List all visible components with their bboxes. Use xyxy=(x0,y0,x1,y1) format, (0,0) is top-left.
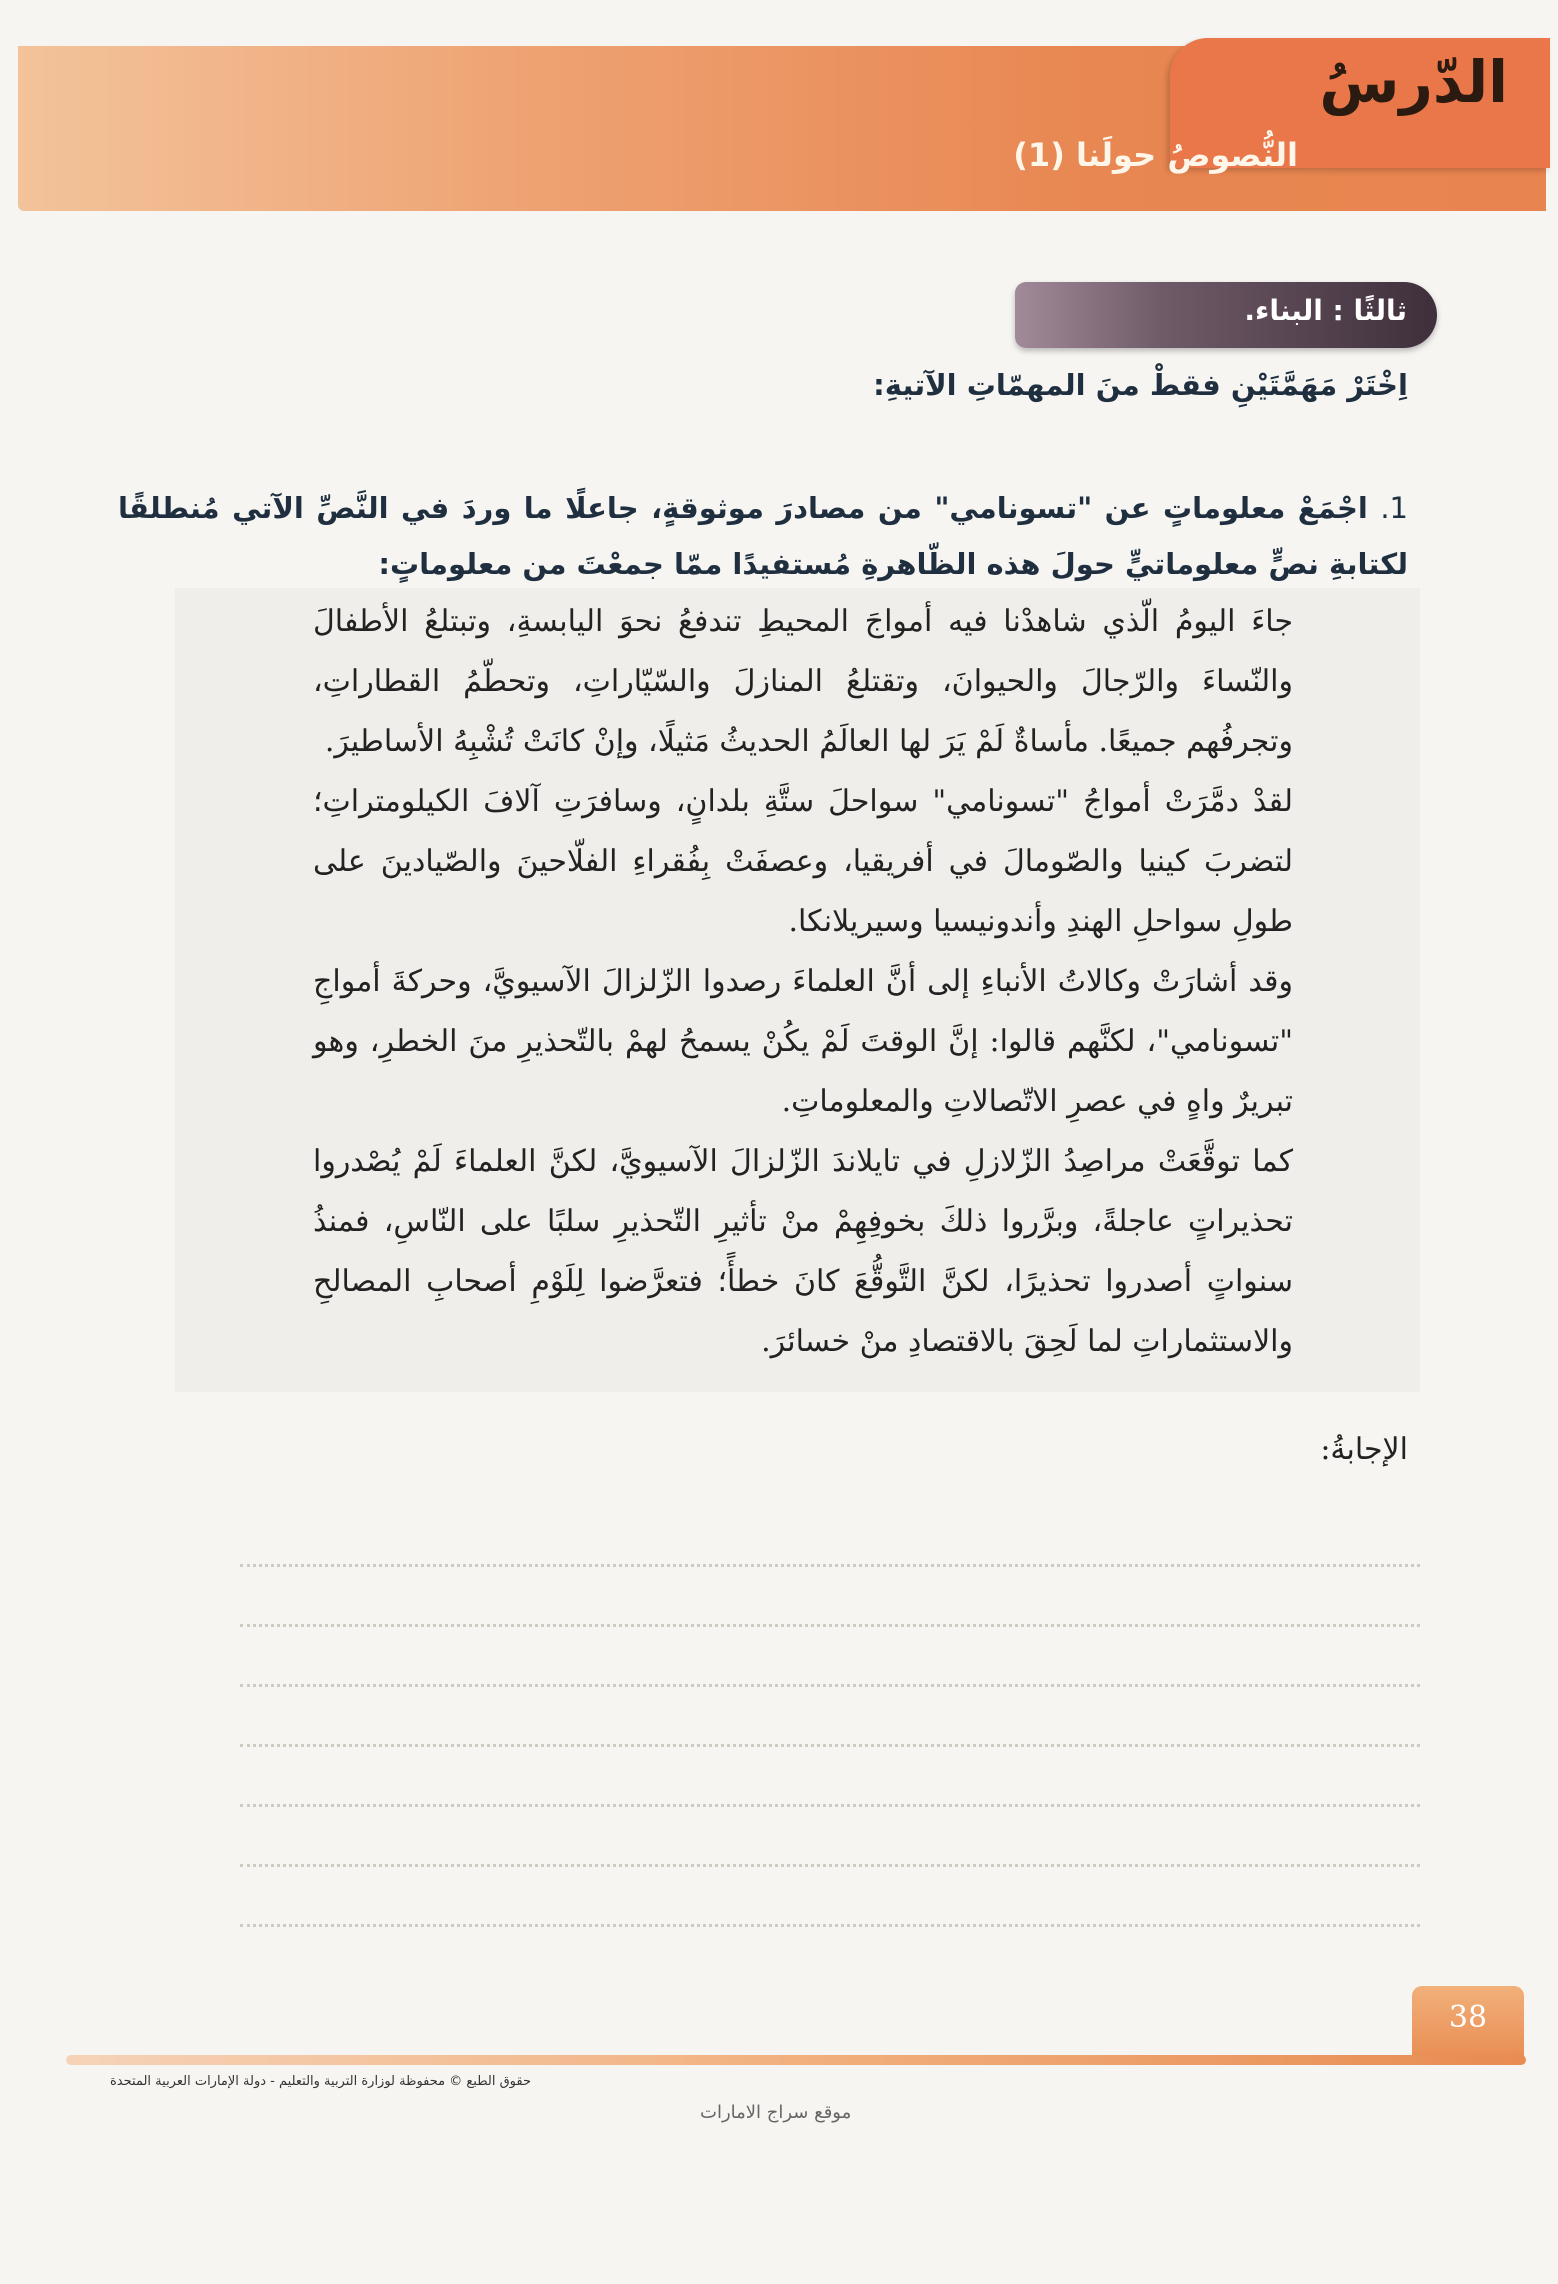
task-text: اجْمَعْ معلوماتٍ عن "تسونامي" من مصادرَ موثوقةٍ، جاعلًا ما وردَ في النَّصِّ الآتي مُنطلقًا لكتابةِ نصٍّ معلوماتيٍّ حولَ هذه الظّاهرةِ مُستفيدًا ممّا جمعْتَ من معلوماتٍ: xyxy=(118,491,1408,581)
task-number: 1. xyxy=(1380,491,1408,525)
lesson-subtitle: النُّصوصُ حولَنا (1) xyxy=(1013,136,1298,174)
answer-line[interactable] xyxy=(240,1804,1420,1807)
answer-line[interactable] xyxy=(240,1684,1420,1687)
site-watermark: موقع سراج الامارات xyxy=(700,2102,852,2123)
task-1 xyxy=(118,480,1408,592)
section-label: ثالثًا : البناء. xyxy=(1244,294,1407,327)
answer-label: الإجابةُ: xyxy=(1320,1432,1408,1467)
lesson-title: الدّرسُ xyxy=(1319,48,1508,116)
page-number: 38 xyxy=(1448,2000,1488,2035)
answer-line[interactable] xyxy=(240,1744,1420,1747)
passage xyxy=(313,592,1293,1372)
answer-lines[interactable] xyxy=(240,1564,1420,2284)
footer-rule xyxy=(66,2055,1526,2065)
answer-line[interactable] xyxy=(240,1924,1420,1927)
answer-line[interactable] xyxy=(240,1864,1420,1867)
copyright-notice: حقوق الطبع © محفوظة لوزارة التربية والتعليم - دولة الإمارات العربية المتحدة xyxy=(110,2074,532,2089)
page-number-tab xyxy=(1412,1986,1524,2062)
answer-line[interactable] xyxy=(240,1624,1420,1627)
passage-paragraph-1: جاءَ اليومُ الّذي شاهدْنا فيه أمواجَ المحيطِ تندفعُ نحوَ اليابسةِ، وتبتلعُ الأطفالَ والنّساءَ والرّجالَ والحيوانَ، وتقتلعُ المنازلَ والسّيّاراتِ، وتحطّمُ القطاراتِ، وتجرفُهم جميعًا. مأساةٌ لَمْ يَرَ لها العالَمُ الحديثُ مَثيلًا، وإنْ كانَتْ تُشْبِهُ الأساطيرَ. xyxy=(313,604,1293,759)
passage-paragraph-2: لقدْ دمَّرَتْ أمواجُ "تسونامي" سواحلَ ستَّةِ بلدانٍ، وسافرَتِ آلافَ الكيلومتراتِ؛ لتضربَ كينيا والصّومالَ في أفريقيا، وعصفَتْ بِفُقراءِ الفلّاحينَ والصّيادينَ على طولِ سواحلِ الهندِ وأندونيسيا وسيريلانكا. xyxy=(313,784,1293,939)
section-pill xyxy=(1015,282,1437,348)
passage-paragraph-3: وقد أشارَتْ وكالاتُ الأنباءِ إلى أنَّ العلماءَ رصدوا الزّلزالَ الآسيويَّ، وحركةَ أمواجِ "تسونامي"، لكنَّهم قالوا: إنَّ الوقتَ لَمْ يكُنْ يسمحُ لهمْ بالتّحذيرِ منَ الخطرِ، وهو تبريرٌ واهٍ في عصرِ الاتّصالاتِ والمعلوماتِ. xyxy=(313,964,1293,1119)
instruction: اِخْتَرْ مَهَمَّتَيْنِ فقطْ منَ المهمّاتِ الآتيةِ: xyxy=(873,368,1408,402)
passage-paragraph-4: كما توقَّعَتْ مراصِدُ الزّلازلِ في تايلاندَ الزّلزالَ الآسيويَّ، لكنَّ العلماءَ لَمْ يُصْدروا تحذيراتٍ عاجلةً، وبرَّروا ذلكَ بخوفِهِمْ منْ تأثيرِ التّحذيرِ سلبًا على النّاسِ، فمنذُ سنواتٍ أصدروا تحذيرًا، لكنَّ التَّوقُّعَ كانَ خطأً؛ فتعرَّضوا لِلَوْمِ أصحابِ المصالحِ والاستثماراتِ لما لَحِقَ بالاقتصادِ منْ خسائرَ. xyxy=(313,1144,1293,1359)
answer-line[interactable] xyxy=(240,1564,1420,1567)
